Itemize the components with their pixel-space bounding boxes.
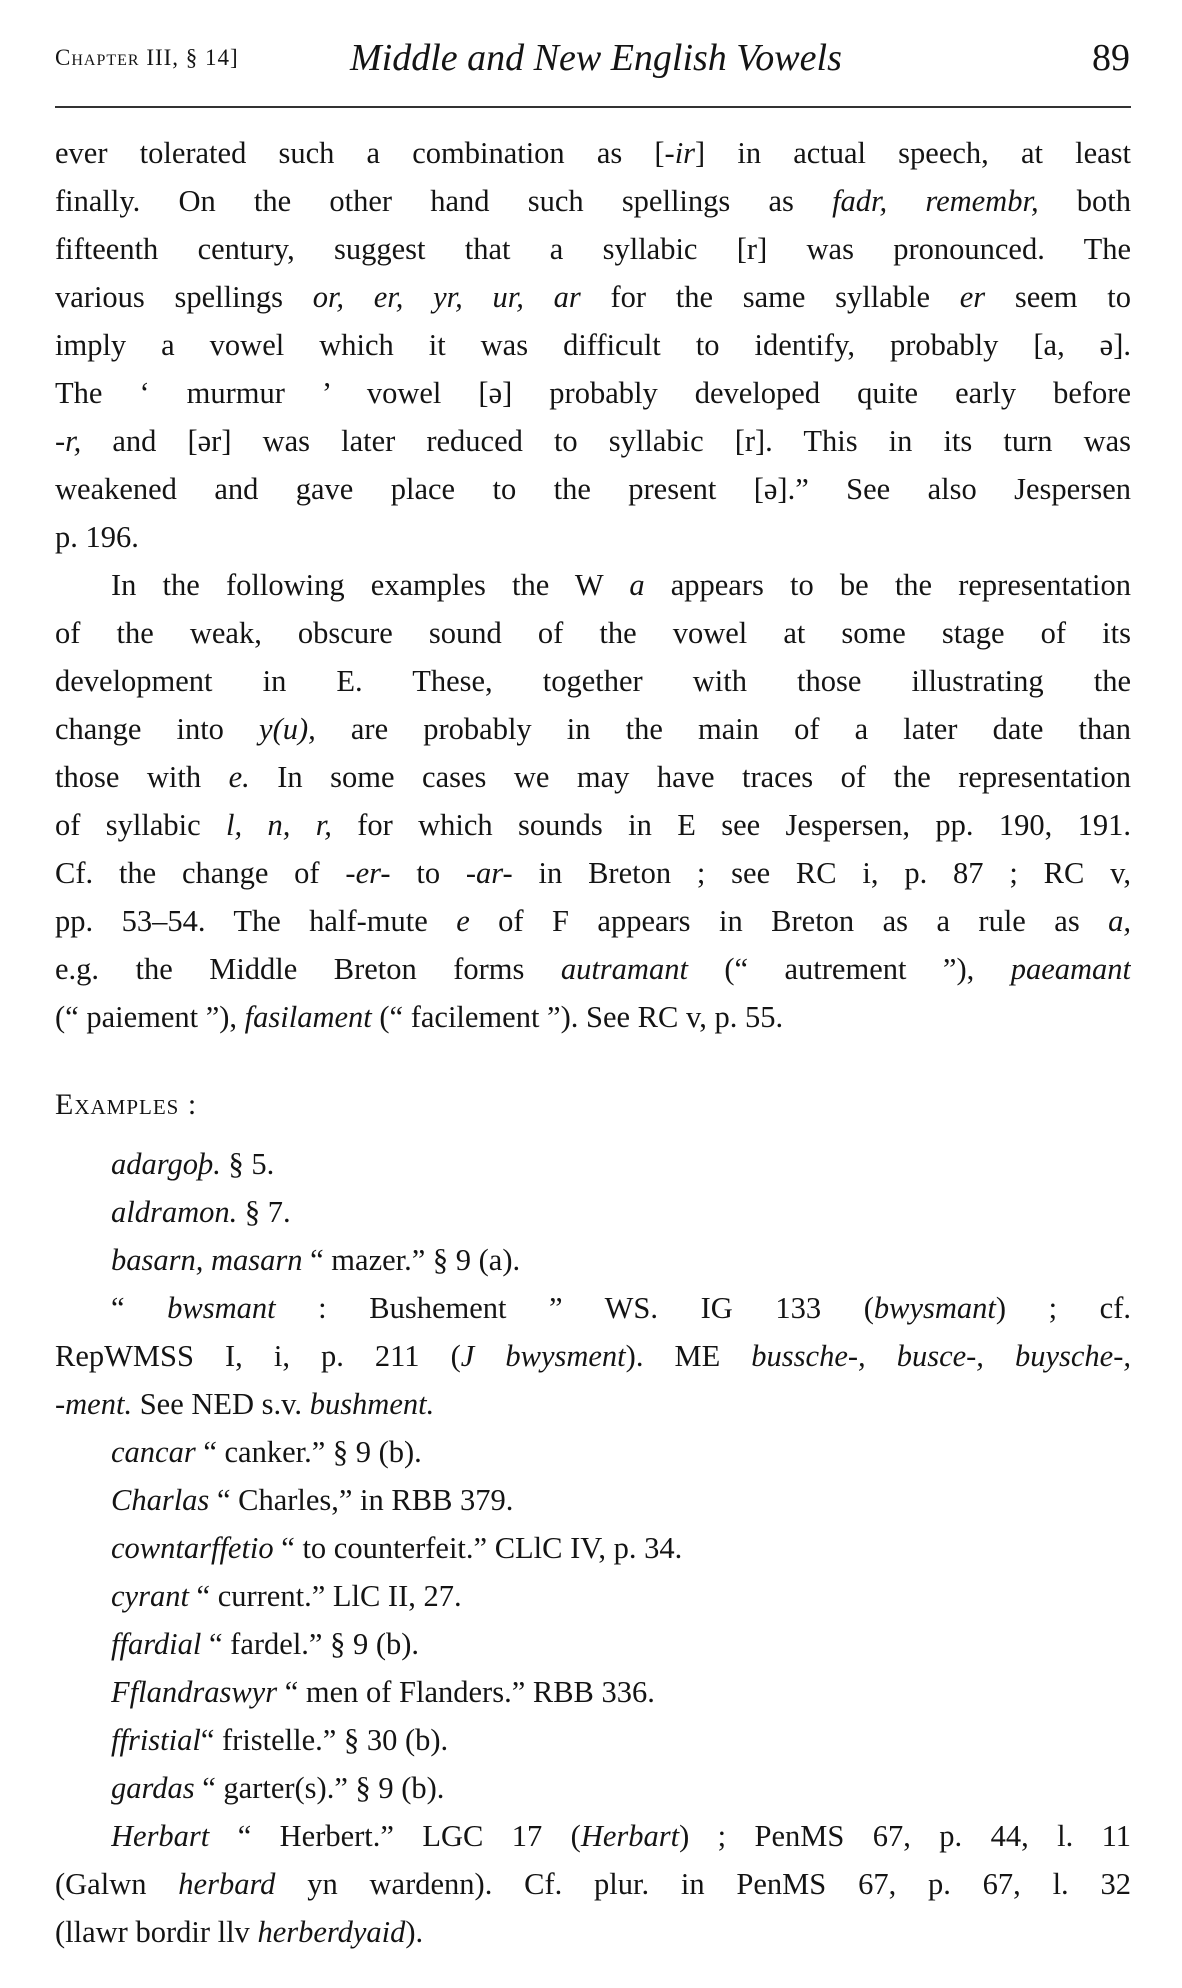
roman-text: are probably in the main of a later date than [315, 712, 1131, 746]
text-line [55, 129, 1131, 177]
text-line [55, 465, 1131, 513]
header-rule [55, 106, 1131, 108]
italic-text: y(u), [259, 712, 316, 746]
italic-text: a [629, 568, 645, 602]
examples-heading: Examples : [55, 1088, 198, 1121]
example-entry-line [55, 1908, 1131, 1956]
italic-text: autramant [560, 952, 688, 986]
text-line [55, 657, 1131, 705]
roman-text: yn wardenn). Cf. plur. in PenMS 67, p. 67, l. 32 [275, 1867, 1131, 1901]
roman-text: in Breton ; see RC i, p. 87 ; RC v, [512, 856, 1131, 890]
italic-text: Charlas [111, 1483, 210, 1517]
running-head-title: Middle and New English Vowels [350, 37, 842, 79]
roman-text: pp. 53–54. The half-mute [55, 904, 457, 938]
italic-text: herberdyaid [257, 1915, 406, 1949]
italic-text: bwysmant [873, 1291, 996, 1325]
roman-text: of F appears in Breton as a rule as [469, 904, 1109, 938]
text-line [55, 945, 1131, 993]
roman-text: ) ; cf. [995, 1291, 1131, 1325]
text-line [55, 225, 1131, 273]
roman-text: weakened and gave place to the present [ə].” See also Jespersen [55, 472, 1131, 506]
italic-text: -ment. [55, 1387, 133, 1421]
text-line [55, 801, 1131, 849]
roman-text: various spellings [55, 280, 313, 314]
roman-text: (llawr bordir llv [55, 1915, 258, 1949]
roman-text: The ‘ murmur ’ vowel [ə] probably developed quite early before [55, 376, 1131, 410]
roman-text: e.g. the Middle Breton forms [55, 952, 561, 986]
roman-text: appears to be the representation [644, 568, 1131, 602]
roman-text: imply a vowel which it was difficult to identify, probably [a, ə]. [55, 328, 1131, 362]
example-entry-line [111, 1188, 1131, 1236]
text-line [111, 561, 1131, 609]
italic-text: -ar- [465, 856, 513, 890]
roman-text: “ canker.” § 9 (b). [195, 1435, 422, 1469]
example-entry-line [111, 1140, 1131, 1188]
italic-text: aldramon. [111, 1195, 238, 1229]
italic-text: Fflandraswyr [111, 1675, 278, 1709]
example-entry-line [111, 1428, 1131, 1476]
roman-text: finally. On the other hand such spellings as [55, 184, 833, 218]
example-entry-line [55, 1380, 1131, 1428]
example-entry-line [111, 1716, 1131, 1764]
roman-text: “ Herbert.” LGC 17 ( [209, 1819, 581, 1853]
roman-text: change into [55, 712, 260, 746]
italic-text: J bwysment [460, 1339, 626, 1373]
roman-text: ever tolerated such a combination as [ [55, 136, 665, 170]
roman-text: (Galwn [55, 1867, 179, 1901]
example-entry-line [111, 1284, 1131, 1332]
example-entry-line [111, 1668, 1131, 1716]
example-entry-line [111, 1476, 1131, 1524]
running-head-chapter: Chapter III, § 14] [55, 45, 239, 70]
text-line [55, 753, 1131, 801]
italic-text: ffristial [111, 1723, 201, 1757]
example-entry-line [111, 1524, 1131, 1572]
roman-text: those with [55, 760, 229, 794]
roman-text: p. 196. [55, 520, 139, 554]
example-entry-line [55, 1332, 1131, 1380]
roman-text: for the same syllable [580, 280, 960, 314]
roman-text: See NED s.v. [132, 1387, 310, 1421]
roman-text: In the following examples the W [111, 568, 630, 602]
italic-text: l, n, r, [226, 808, 332, 842]
example-entry-line [111, 1236, 1131, 1284]
example-entry-line [111, 1764, 1131, 1812]
example-entry-line [111, 1812, 1131, 1860]
italic-text: bussche-, busce-, buysche-, [751, 1339, 1131, 1373]
italic-text: a, [1108, 904, 1131, 938]
roman-text: seem to [985, 280, 1131, 314]
text-line [55, 177, 1131, 225]
italic-text: -r, [55, 424, 82, 458]
roman-text: ). [405, 1915, 424, 1949]
roman-text: RepWMSS I, i, p. 211 ( [55, 1339, 461, 1373]
roman-text: and [ər] was later reduced to syllabic [r]. This in its turn was [81, 424, 1131, 458]
roman-text: “ garter(s).” § 9 (b). [194, 1771, 445, 1805]
italic-text: -ir [664, 136, 696, 170]
roman-text: (“ autrement ”), [687, 952, 1011, 986]
italic-text: e [456, 904, 470, 938]
roman-text: § 7. [237, 1195, 291, 1229]
italic-text: basarn, masarn [111, 1243, 303, 1277]
example-entry-line [111, 1620, 1131, 1668]
text-line [55, 993, 1131, 1041]
roman-text: to [390, 856, 466, 890]
example-entry-line [111, 1572, 1131, 1620]
roman-text: “ mazer.” § 9 (a). [302, 1243, 521, 1277]
text-line [55, 897, 1131, 945]
text-line [55, 513, 1131, 561]
text-line [55, 849, 1131, 897]
italic-text: paeamant [1010, 952, 1131, 986]
roman-text: “ men of Flanders.” RBB 336. [277, 1675, 655, 1709]
roman-text: ). ME [625, 1339, 752, 1373]
roman-text: (“ facilement ”). See RC v, p. 55. [371, 1000, 784, 1034]
italic-text: cowntarffetio [111, 1531, 274, 1565]
page-number: 89 [1092, 37, 1130, 79]
roman-text: development in E. These, together with those illustrating the [55, 664, 1131, 698]
italic-text: gardas [111, 1771, 195, 1805]
text-line [55, 273, 1131, 321]
roman-text: § 5. [220, 1147, 275, 1181]
roman-text: : Bushement ” WS. IG 133 ( [275, 1291, 874, 1325]
roman-text: fifteenth century, suggest that a syllabic [r] was pronounced. The [55, 232, 1131, 266]
italic-text: cancar [111, 1435, 196, 1469]
roman-text: In some cases we may have traces of the representation [249, 760, 1131, 794]
roman-text: Cf. the change of [55, 856, 346, 890]
roman-text: “ fardel.” § 9 (b). [201, 1627, 420, 1661]
roman-text: (“ paiement ”), [55, 1000, 245, 1034]
italic-text: fasilament [244, 1000, 372, 1034]
roman-text: “ fristelle.” § 30 (b). [200, 1723, 449, 1757]
text-line [55, 369, 1131, 417]
text-line [55, 705, 1131, 753]
text-line [55, 417, 1131, 465]
text-line [55, 321, 1131, 369]
italic-text: Herbart [111, 1819, 210, 1853]
italic-text: adargoþ. [111, 1147, 221, 1181]
roman-text: of the weak, obscure sound of the vowel at some stage of its [55, 616, 1131, 650]
roman-text: “ current.” LlC II, 27. [188, 1579, 462, 1613]
italic-text: e. [228, 760, 250, 794]
italic-text: herbard [178, 1867, 276, 1901]
italic-text: er [959, 280, 986, 314]
italic-text: bwsmant [167, 1291, 276, 1325]
example-entry-line [55, 1860, 1131, 1908]
roman-text: “ [111, 1291, 168, 1325]
italic-text: fadr, remembr, [832, 184, 1039, 218]
roman-text: both [1038, 184, 1131, 218]
italic-text: -er- [345, 856, 391, 890]
roman-text: “ to counterfeit.” CLlC IV, p. 34. [273, 1531, 683, 1565]
italic-text: bushment. [309, 1387, 435, 1421]
roman-text: of syllabic [55, 808, 227, 842]
roman-text: “ Charles,” in RBB 379. [209, 1483, 514, 1517]
roman-text: for which sounds in E see Jespersen, pp. 190, 191. [331, 808, 1131, 842]
italic-text: Herbart [580, 1819, 680, 1853]
italic-text: ffardial [111, 1627, 202, 1661]
roman-text: ] in actual speech, at least [695, 136, 1131, 170]
italic-text: or, er, yr, ur, ar [312, 280, 581, 314]
italic-text: cyrant [111, 1579, 189, 1613]
text-line [55, 609, 1131, 657]
roman-text: ) ; PenMS 67, p. 44, l. 11 [679, 1819, 1131, 1853]
